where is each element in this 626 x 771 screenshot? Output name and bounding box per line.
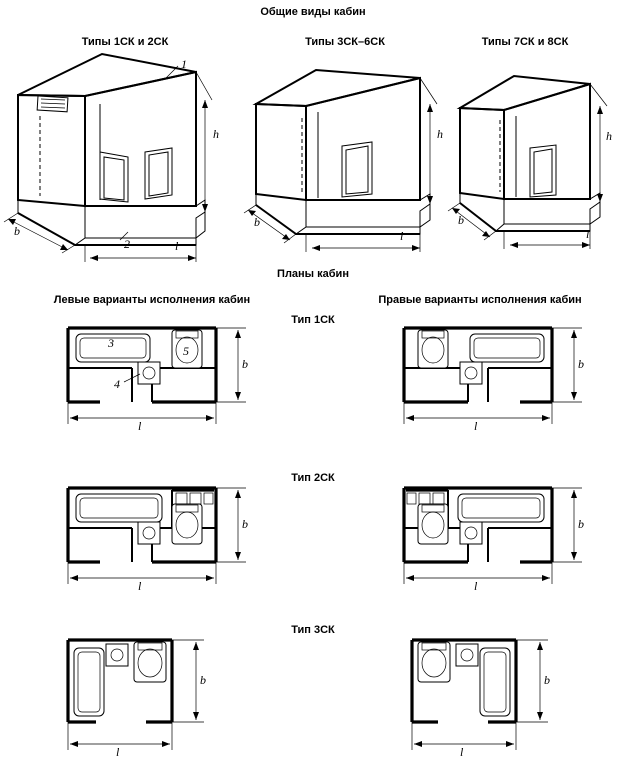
dim-l-2sk-right: l: [474, 579, 478, 593]
callout-4: 4: [114, 377, 120, 391]
dim-l-2sk-left: l: [138, 579, 142, 593]
row-label-type-1sk: Тип 1СК: [291, 314, 335, 326]
title-plans: Планы кабин: [277, 268, 349, 280]
callout-1: 1: [181, 57, 187, 71]
callout-2: 2: [124, 237, 130, 251]
dim-h-view-2: h: [437, 127, 443, 141]
dim-h-view-1: h: [213, 127, 219, 141]
row-label-type-2sk: Тип 2СК: [291, 472, 335, 484]
header-right-variants: Правые варианты исполнения кабин: [378, 294, 582, 306]
dim-b-2sk-right: b: [578, 517, 584, 531]
title-general-views: Общие виды кабин: [260, 6, 366, 18]
row-label-type-3sk: Тип 3СК: [291, 624, 335, 636]
dim-b-3sk-left: b: [200, 673, 206, 687]
dim-l-view-2: l: [400, 229, 404, 243]
dim-b-view-1: b: [14, 224, 20, 238]
dim-b-1sk-left: b: [242, 357, 248, 371]
header-left-variants: Левые варианты исполнения кабин: [53, 294, 251, 306]
dim-h-view-3: h: [606, 129, 612, 143]
dim-b-view-2: b: [254, 215, 260, 229]
caption-view-2: Типы 3СК–6СК: [305, 36, 385, 48]
dim-b-3sk-right: b: [544, 673, 550, 687]
caption-view-3: Типы 7СК и 8СК: [481, 36, 569, 48]
dim-l-3sk-right: l: [460, 745, 464, 759]
caption-view-1: Типы 1СК и 2СК: [81, 36, 169, 48]
dim-l-view-1: l: [175, 239, 179, 253]
dim-l-1sk-left: l: [138, 419, 142, 433]
callout-5: 5: [183, 344, 189, 358]
dim-l-view-3: l: [586, 227, 590, 241]
dim-b-1sk-right: b: [578, 357, 584, 371]
dim-l-3sk-left: l: [116, 745, 120, 759]
dim-b-2sk-left: b: [242, 517, 248, 531]
dim-l-1sk-right: l: [474, 419, 478, 433]
dim-b-view-3: b: [458, 213, 464, 227]
callout-3: 3: [108, 336, 114, 350]
